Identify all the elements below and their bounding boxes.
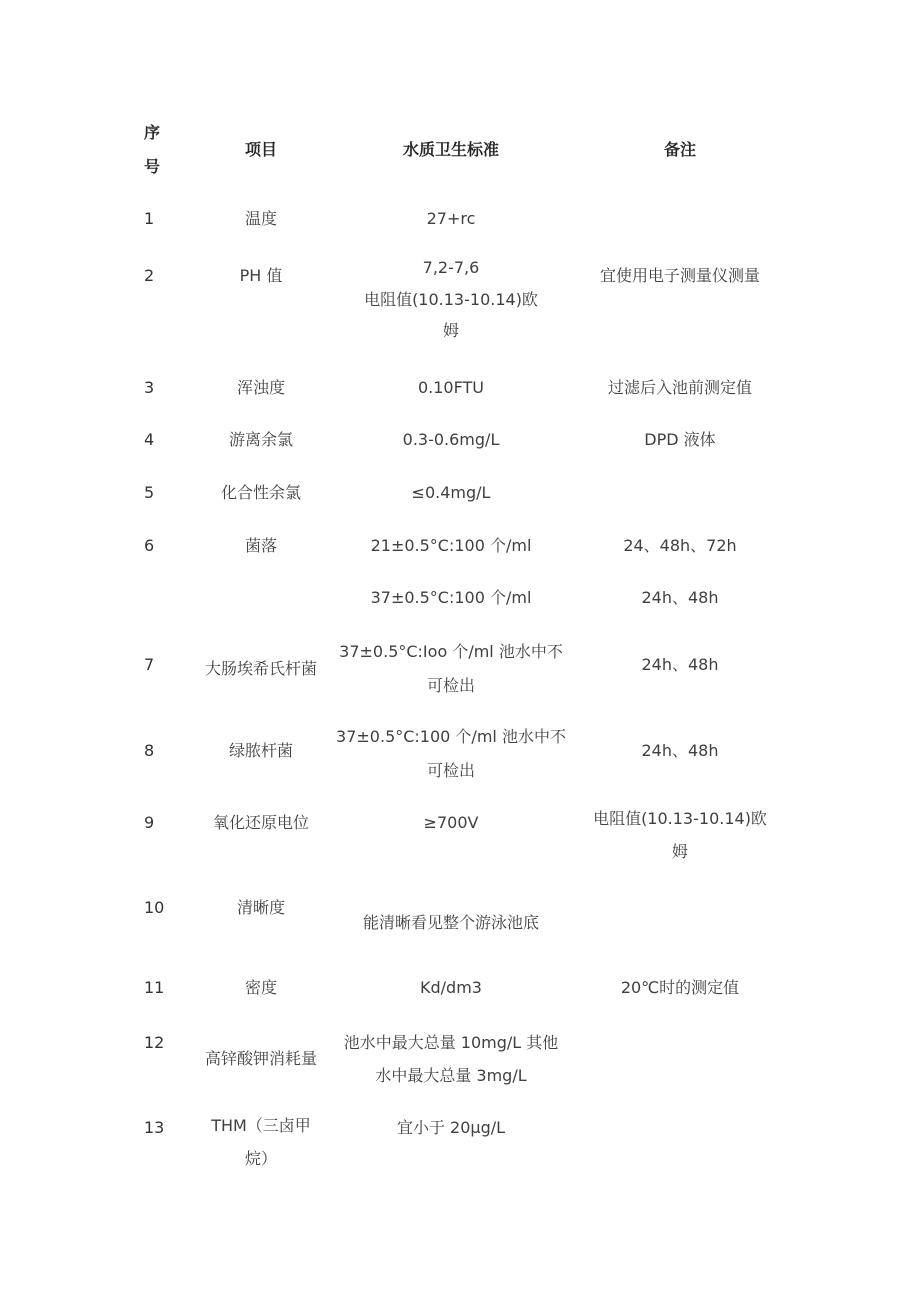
row-4-note: DPD 液体: [644, 430, 716, 449]
row-7-standard-line1: 37±0.5°C:Ioo 个/ml 池水中不: [339, 642, 563, 661]
row-5-standard: ≤0.4mg/L: [411, 483, 491, 502]
row-10-seq: 10: [144, 898, 165, 917]
row-4-standard: 0.3-0.6mg/L: [402, 430, 500, 449]
row-6-note: 24、48h、72h: [623, 536, 737, 555]
row-8-note: 24h、48h: [641, 741, 719, 760]
row-3-seq: 3: [144, 378, 155, 397]
row-4-item: 游离余氯: [228, 430, 293, 449]
row-2-note: 宜使用电子测量仪测量: [599, 266, 760, 285]
row-13-standard: 宜小于 20μg/L: [396, 1118, 506, 1137]
header-note: 备注: [663, 140, 696, 159]
row-12-standard-line2: 水中最大总量 3mg/L: [375, 1066, 527, 1085]
row-9-note-line2: 姆: [671, 842, 688, 861]
row-3-standard: 0.10FTU: [417, 378, 485, 397]
row-13-seq: 13: [144, 1118, 165, 1137]
row-12-seq: 12: [144, 1033, 165, 1052]
row-13-item-line2: 烷）: [244, 1149, 277, 1168]
row-9-seq: 9: [144, 813, 155, 832]
row-9-standard: ≥700V: [423, 813, 479, 832]
row-8-standard-line2: 可检出: [426, 761, 475, 780]
row-4-seq: 4: [144, 430, 155, 449]
row-12-standard-line1: 池水中最大总量 10mg/L 其他: [343, 1033, 559, 1052]
row-7-standard-line2: 可检出: [426, 676, 475, 695]
row-6b-note: 24h、48h: [641, 588, 719, 607]
row-1-seq: 1: [144, 209, 155, 228]
row-2-standard-line1: 7,2-7,6: [422, 258, 480, 277]
row-5-seq: 5: [144, 483, 155, 502]
row-11-seq: 11: [144, 978, 165, 997]
row-5-item: 化合性余氯: [220, 483, 301, 502]
row-7-seq: 7: [144, 655, 155, 674]
header-seq-line1: 序: [144, 123, 161, 142]
row-8-standard-line1: 37±0.5°C:100 个/ml 池水中不: [336, 727, 566, 746]
header-standard: 水质卫生标准: [402, 140, 499, 159]
row-8-item: 绿脓杆菌: [228, 741, 293, 760]
row-2-standard-line3: 姆: [442, 321, 459, 340]
header-item: 项目: [244, 140, 277, 159]
row-7-item: 大肠埃希氏杆菌: [204, 659, 317, 678]
row-11-standard: Kd/dm3: [420, 978, 482, 997]
row-3-item: 浑浊度: [236, 378, 285, 397]
row-11-note: 20℃时的测定值: [620, 978, 740, 997]
row-10-item: 清晰度: [236, 898, 285, 917]
row-6-standard: 21±0.5°C:100 个/ml: [370, 536, 532, 555]
row-1-item: 温度: [244, 209, 277, 228]
row-3-note: 过滤后入池前测定值: [607, 378, 752, 397]
row-2-standard-line2: 电阻值(10.13-10.14)欧: [364, 290, 538, 309]
row-12-item: 高锌酸钾消耗量: [204, 1049, 317, 1068]
row-6-seq: 6: [144, 536, 155, 555]
row-2-item: PH 值: [239, 266, 283, 285]
row-6-item: 菌落: [244, 536, 277, 555]
row-11-item: 密度: [244, 978, 277, 997]
row-10-standard: 能清晰看见整个游泳池底: [362, 913, 539, 932]
row-9-item: 氧化还原电位: [212, 813, 309, 832]
row-6b-standard: 37±0.5°C:100 个/ml: [370, 588, 532, 607]
row-1-standard: 27+rc: [426, 209, 476, 228]
row-13-item-line1: THM（三卤甲: [211, 1116, 311, 1135]
header-seq-line2: 号: [144, 157, 161, 176]
row-7-note: 24h、48h: [641, 655, 719, 674]
row-2-seq: 2: [144, 266, 155, 285]
row-9-note-line1: 电阻值(10.13-10.14)欧: [593, 809, 767, 828]
row-8-seq: 8: [144, 741, 155, 760]
